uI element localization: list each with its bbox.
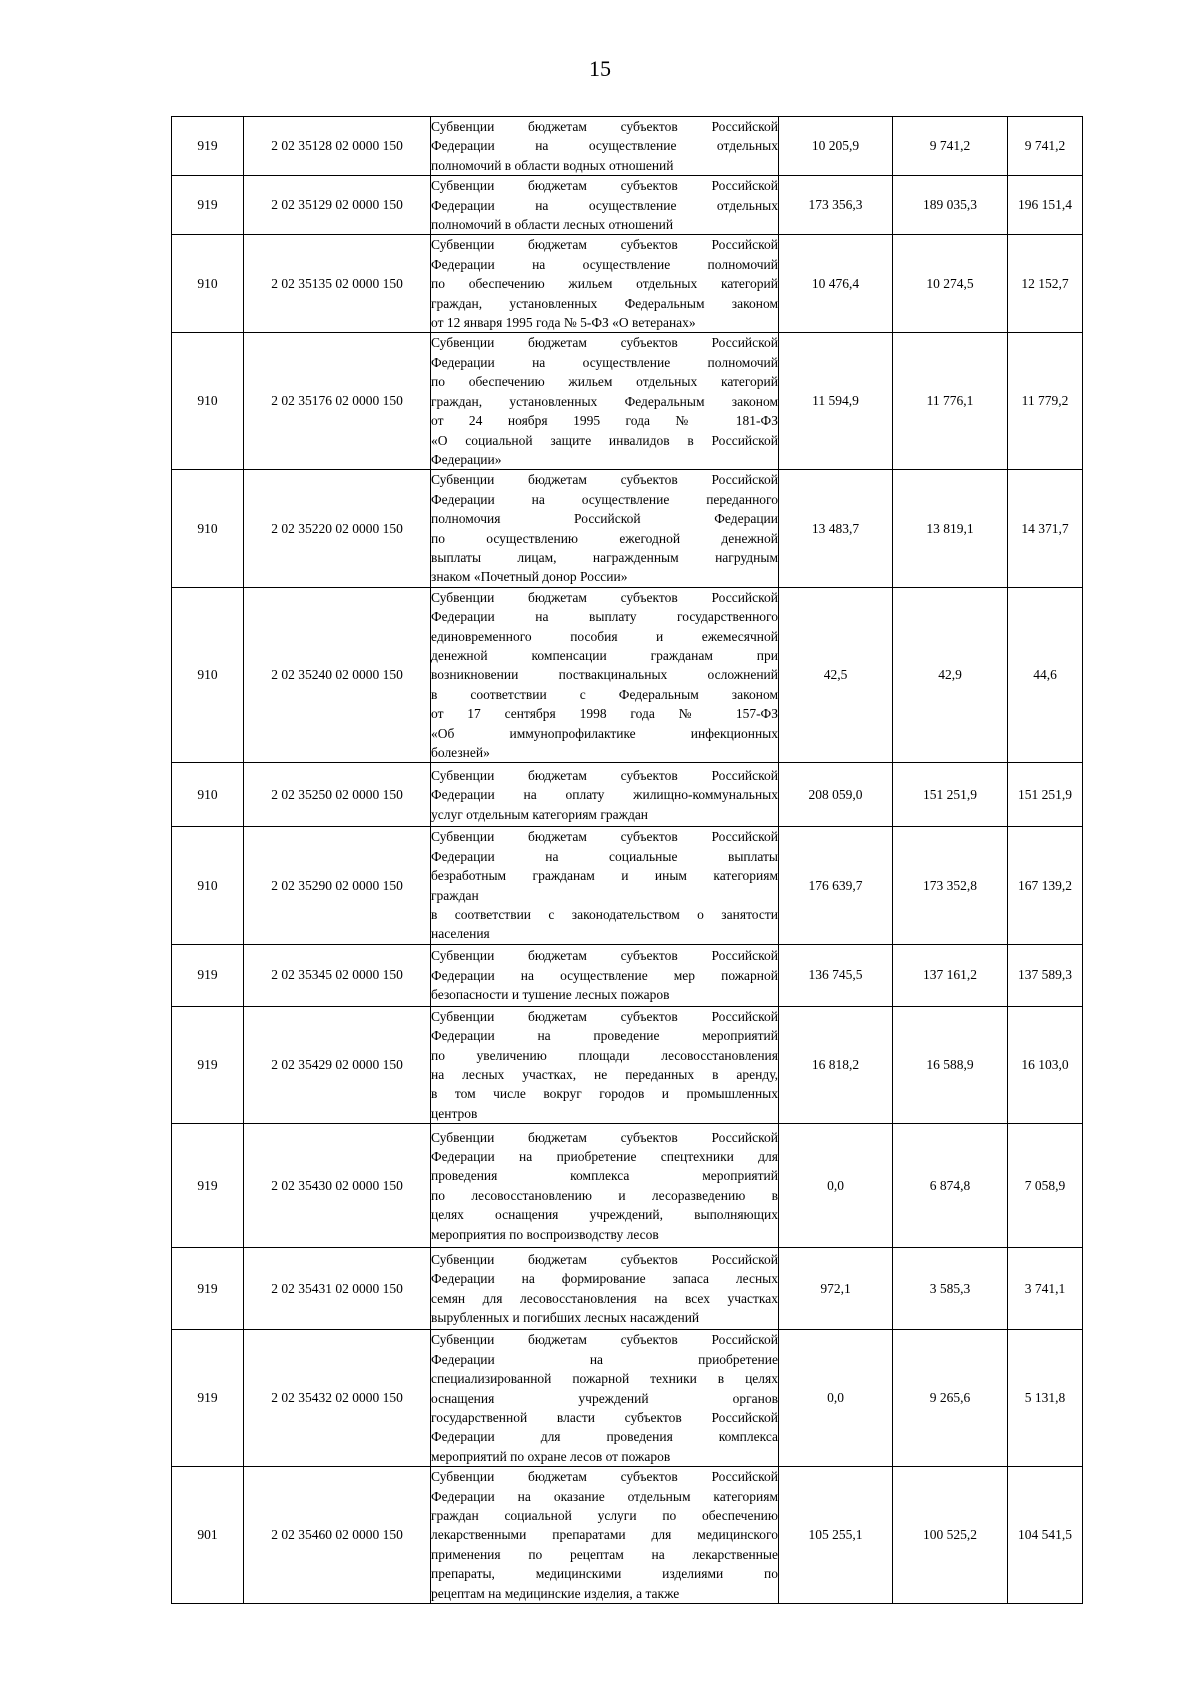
description-line: в соответствии с Федеральным законом [431, 686, 778, 702]
amount-year3-cell: 137 589,3 [1008, 944, 1083, 1006]
description-line: от 12 января 1995 года № 5-ФЗ «О ветеранах» [431, 315, 696, 331]
budget-code-cell: 2 02 35432 02 0000 150 [244, 1330, 431, 1467]
amount-year1-cell: 42,5 [779, 587, 893, 763]
description-line: знаком «Почетный донор России» [431, 569, 628, 585]
budget-code-cell: 2 02 35135 02 0000 150 [244, 235, 431, 333]
budget-table-body [172, 117, 1083, 1604]
description-cell [431, 470, 779, 587]
description-line: Федерации на осуществление полномочий [431, 354, 778, 370]
table-row [172, 470, 1083, 587]
description-line: Федерации на осуществление отдельных [431, 138, 778, 154]
description-line: граждан, установленных Федеральным законом [431, 393, 778, 409]
amount-year1-cell: 136 745,5 [779, 944, 893, 1006]
description-line: болезней» [431, 745, 490, 760]
description-line: полномочий в области лесных отношений [431, 217, 674, 233]
description-line: от 24 ноября 1995 года № 181-ФЗ [431, 413, 778, 429]
description-line: мероприятий по охране лесов от пожаров [431, 1448, 671, 1464]
description-cell [431, 763, 779, 827]
table-row [172, 587, 1083, 763]
budget-code-cell: 2 02 35220 02 0000 150 [244, 470, 431, 587]
description-line: центров [431, 1105, 478, 1121]
amount-year2-cell: 13 819,1 [893, 470, 1008, 587]
description-line: «Об иммунопрофилактике инфекционных [431, 725, 778, 741]
description-line: на лесных участках, не переданных в аренду, [431, 1067, 778, 1083]
amount-year2-cell: 151 251,9 [893, 763, 1008, 827]
amount-year2-cell: 11 776,1 [893, 333, 1008, 470]
admin-code-cell: 901 [172, 1467, 244, 1604]
description-cell [431, 1330, 779, 1467]
description-line: вырубленных и погибших лесных насаждений [431, 1310, 700, 1326]
description-line: Федерации на оплату жилищно-коммунальных [431, 787, 778, 803]
amount-year3-cell: 9 741,2 [1008, 117, 1083, 176]
table-row [172, 763, 1083, 827]
budget-code-cell: 2 02 35431 02 0000 150 [244, 1248, 431, 1330]
description-line: выплаты лицам, награжденным нагрудным [431, 549, 778, 565]
amount-year1-cell: 11 594,9 [779, 333, 893, 470]
amount-year1-cell: 176 639,7 [779, 827, 893, 944]
amount-year3-cell: 196 151,4 [1008, 176, 1083, 235]
amount-year1-cell: 13 483,7 [779, 470, 893, 587]
admin-code-cell: 919 [172, 176, 244, 235]
description-line: от 17 сентября 1998 года № 157-ФЗ [431, 706, 778, 722]
description-line: полномочия Российской Федерации [431, 511, 778, 527]
description-line: безопасности и тушение лесных пожаров [431, 987, 670, 1003]
description-line: применения по рецептам на лекарственные [431, 1546, 778, 1562]
description-line: Федерации на формирование запаса лесных [431, 1271, 778, 1287]
table-row [172, 176, 1083, 235]
table-row [172, 235, 1083, 333]
description-line: Субвенции бюджетам субъектов Российской [431, 178, 778, 194]
table-row [172, 1330, 1083, 1467]
table-row [172, 827, 1083, 944]
amount-year1-cell: 105 255,1 [779, 1467, 893, 1604]
amount-year3-cell: 7 058,9 [1008, 1124, 1083, 1248]
description-line: Федерации на осуществление отдельных [431, 197, 778, 213]
description-line: Субвенции бюджетам субъектов Российской [431, 948, 778, 964]
amount-year3-cell: 151 251,9 [1008, 763, 1083, 827]
description-line: граждан [431, 887, 479, 903]
admin-code-cell: 919 [172, 1006, 244, 1123]
amount-year2-cell: 42,9 [893, 587, 1008, 763]
admin-code-cell: 919 [172, 1330, 244, 1467]
budget-code-cell: 2 02 35429 02 0000 150 [244, 1006, 431, 1123]
description-line: рецептам на медицинские изделия, а также [431, 1585, 680, 1601]
description-line: лекарственными препаратами для медицинского [431, 1527, 778, 1543]
description-line: по осуществлению ежегодной денежной [431, 530, 778, 546]
amount-year1-cell: 10 205,9 [779, 117, 893, 176]
description-line: Федерации на осуществление мер пожарной [431, 967, 778, 983]
description-line: Федерации» [431, 451, 502, 467]
amount-year2-cell: 16 588,9 [893, 1006, 1008, 1123]
description-line: Федерации на оказание отдельным категориям [431, 1488, 778, 1504]
budget-code-cell: 2 02 35430 02 0000 150 [244, 1124, 431, 1248]
description-line: Субвенции бюджетам субъектов Российской [431, 767, 778, 783]
description-line: государственной власти субъектов Российской [431, 1409, 778, 1425]
admin-code-cell: 910 [172, 235, 244, 333]
budget-code-cell: 2 02 35460 02 0000 150 [244, 1467, 431, 1604]
amount-year1-cell: 0,0 [779, 1330, 893, 1467]
budget-code-cell: 2 02 35250 02 0000 150 [244, 763, 431, 827]
description-cell [431, 235, 779, 333]
budget-table [171, 116, 1083, 1604]
description-line: семян для лесовосстановления на всех участках [431, 1290, 778, 1306]
description-cell [431, 176, 779, 235]
table-row [172, 1467, 1083, 1604]
amount-year2-cell: 100 525,2 [893, 1467, 1008, 1604]
amount-year2-cell: 6 874,8 [893, 1124, 1008, 1248]
description-line: населения [431, 926, 490, 942]
amount-year2-cell: 10 274,5 [893, 235, 1008, 333]
description-line: Субвенции бюджетам субъектов Российской [431, 1129, 778, 1145]
amount-year2-cell: 189 035,3 [893, 176, 1008, 235]
amount-year3-cell: 12 152,7 [1008, 235, 1083, 333]
description-cell [431, 944, 779, 1006]
description-line: единовременного пособия и ежемесячной [431, 628, 778, 644]
amount-year1-cell: 173 356,3 [779, 176, 893, 235]
description-line: граждан, установленных Федеральным законом [431, 295, 778, 311]
description-line: Субвенции бюджетам субъектов Российской [431, 1332, 778, 1348]
description-cell [431, 827, 779, 944]
description-line: Субвенции бюджетам субъектов Российской [431, 1251, 778, 1267]
budget-code-cell: 2 02 35290 02 0000 150 [244, 827, 431, 944]
description-line: по обеспечению жильем отдельных категорий [431, 276, 778, 292]
table-row [172, 1124, 1083, 1248]
admin-code-cell: 910 [172, 763, 244, 827]
admin-code-cell: 910 [172, 827, 244, 944]
budget-code-cell: 2 02 35345 02 0000 150 [244, 944, 431, 1006]
description-line: Субвенции бюджетам субъектов Российской [431, 829, 778, 845]
admin-code-cell: 910 [172, 470, 244, 587]
description-line: Субвенции бюджетам субъектов Российской [431, 237, 778, 253]
amount-year3-cell: 167 139,2 [1008, 827, 1083, 944]
description-line: Федерации на осуществление полномочий [431, 256, 778, 272]
table-row [172, 1248, 1083, 1330]
page-number: 15 [589, 56, 611, 81]
description-line: денежной компенсации гражданам при [431, 647, 778, 663]
amount-year3-cell: 14 371,7 [1008, 470, 1083, 587]
description-line: полномочий в области водных отношений [431, 157, 674, 173]
admin-code-cell: 919 [172, 1248, 244, 1330]
table-row [172, 333, 1083, 470]
description-line: Федерации на проведение мероприятий [431, 1028, 778, 1044]
amount-year3-cell: 44,6 [1008, 587, 1083, 763]
description-line: специализированной пожарной техники в целях [431, 1371, 778, 1387]
description-cell [431, 587, 779, 763]
amount-year2-cell: 173 352,8 [893, 827, 1008, 944]
description-line: в том числе вокруг городов и промышленных [431, 1086, 778, 1102]
amount-year3-cell: 104 541,5 [1008, 1467, 1083, 1604]
description-line: Федерации на приобретение [431, 1351, 778, 1367]
admin-code-cell: 919 [172, 944, 244, 1006]
description-line: Субвенции бюджетам субъектов Российской [431, 119, 778, 134]
description-line: Федерации на приобретение спецтехники для [431, 1148, 778, 1164]
description-line: проведения комплекса мероприятий [431, 1168, 778, 1184]
admin-code-cell: 910 [172, 333, 244, 470]
amount-year1-cell: 16 818,2 [779, 1006, 893, 1123]
description-line: по лесовосстановлению и лесоразведению в [431, 1187, 778, 1203]
description-line: по увеличению площади лесовосстановления [431, 1047, 778, 1063]
description-line: Федерации на социальные выплаты [431, 848, 778, 864]
description-line: Субвенции бюджетам субъектов Российской [431, 1008, 778, 1024]
description-line: граждан социальной услуги по обеспечению [431, 1507, 778, 1523]
description-line: Субвенции бюджетам субъектов Российской [431, 472, 778, 488]
description-line: услуг отдельным категориям граждан [431, 806, 649, 822]
description-cell [431, 117, 779, 176]
description-line: Федерации на осуществление переданного [431, 491, 778, 507]
table-row [172, 117, 1083, 176]
amount-year3-cell: 11 779,2 [1008, 333, 1083, 470]
amount-year2-cell: 137 161,2 [893, 944, 1008, 1006]
table-row [172, 944, 1083, 1006]
amount-year1-cell: 208 059,0 [779, 763, 893, 827]
description-cell [431, 1248, 779, 1330]
description-cell [431, 333, 779, 470]
description-line: целях оснащения учреждений, выполняющих [431, 1207, 778, 1223]
amount-year1-cell: 0,0 [779, 1124, 893, 1248]
table-row [172, 1006, 1083, 1123]
amount-year3-cell: 3 741,1 [1008, 1248, 1083, 1330]
amount-year3-cell: 5 131,8 [1008, 1330, 1083, 1467]
admin-code-cell: 919 [172, 1124, 244, 1248]
description-line: Федерации для проведения комплекса [431, 1429, 778, 1445]
description-line: оснащения учреждений органов [431, 1390, 778, 1406]
amount-year1-cell: 10 476,4 [779, 235, 893, 333]
description-line: Субвенции бюджетам субъектов Российской [431, 1469, 778, 1485]
description-line: Субвенции бюджетам субъектов Российской [431, 589, 778, 605]
description-line: безработным гражданам и иным категориям [431, 868, 778, 884]
budget-code-cell: 2 02 35240 02 0000 150 [244, 587, 431, 763]
amount-year3-cell: 16 103,0 [1008, 1006, 1083, 1123]
description-line: в соответствии с законодательством о занятости [431, 907, 778, 923]
description-cell [431, 1467, 779, 1604]
description-cell [431, 1124, 779, 1248]
description-line: «О социальной защите инвалидов в Российской [431, 432, 778, 448]
amount-year2-cell: 9 265,6 [893, 1330, 1008, 1467]
description-line: мероприятия по воспроизводству лесов [431, 1226, 659, 1242]
description-line: возникновении поствакцинальных осложнений [431, 667, 778, 683]
amount-year1-cell: 972,1 [779, 1248, 893, 1330]
admin-code-cell: 919 [172, 117, 244, 176]
description-cell [431, 1006, 779, 1123]
budget-code-cell: 2 02 35128 02 0000 150 [244, 117, 431, 176]
amount-year2-cell: 3 585,3 [893, 1248, 1008, 1330]
budget-code-cell: 2 02 35176 02 0000 150 [244, 333, 431, 470]
budget-code-cell: 2 02 35129 02 0000 150 [244, 176, 431, 235]
description-line: по обеспечению жильем отдельных категорий [431, 374, 778, 390]
description-line: препараты, медицинскими изделиями по [431, 1566, 778, 1582]
description-line: Федерации на выплату государственного [431, 609, 778, 625]
description-line: Субвенции бюджетам субъектов Российской [431, 335, 778, 351]
admin-code-cell: 910 [172, 587, 244, 763]
amount-year2-cell: 9 741,2 [893, 117, 1008, 176]
